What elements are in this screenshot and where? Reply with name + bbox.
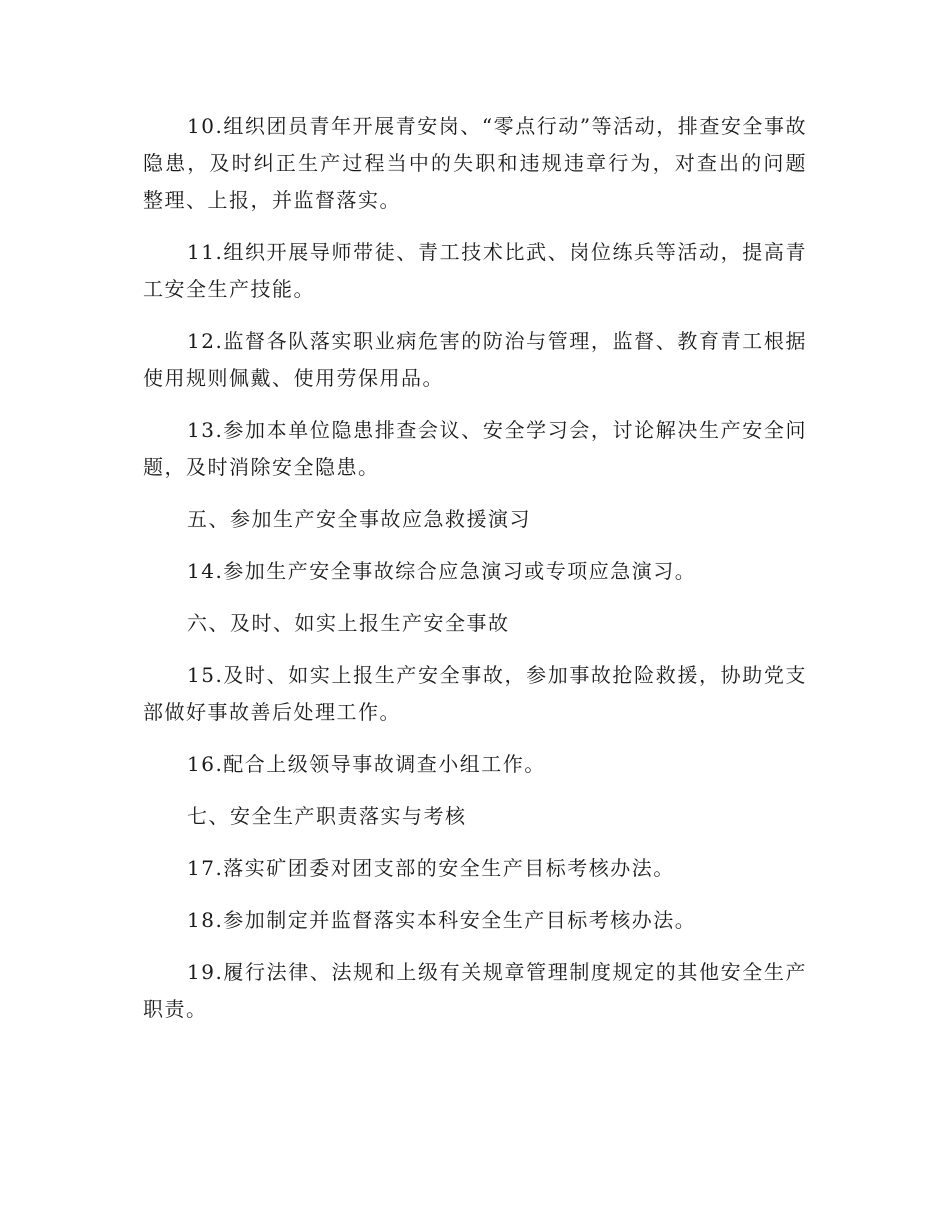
paragraph-item-11: 11.组织开展导师带徒、青工技术比武、岗位练兵等活动，提高青工安全生产技能。 (143, 240, 807, 301)
section-heading-6: 六、及时、如实上报生产安全事故 (187, 611, 510, 635)
paragraph-item-15: 15.及时、如实上报生产安全事故，参加事故抢险救援，协助党支部做好事故善后处理工作。 (143, 663, 807, 724)
section-heading-7: 七、安全生产职责落实与考核 (187, 804, 467, 828)
document-page (143, 108, 807, 1043)
paragraph-item-18: 18.参加制定并监督落实本科安全生产目标考核办法。 (187, 908, 697, 932)
paragraph-item-14: 14.参加生产安全事故综合应急演习或专项应急演习。 (187, 559, 697, 583)
paragraph-item-12: 12.监督各队落实职业病危害的防治与管理，监督、教育青工根据使用规则佩戴、使用劳保用品。 (143, 329, 807, 390)
paragraph-item-13: 13.参加本单位隐患排查会议、安全学习会，讨论解决生产安全问题，及时消除安全隐患。 (143, 418, 807, 479)
paragraph-item-19: 19.履行法律、法规和上级有关规章管理制度规定的其他安全生产职责。 (143, 960, 807, 1021)
paragraph-item-16: 16.配合上级领导事故调查小组工作。 (187, 752, 546, 776)
section-heading-5: 五、参加生产安全事故应急救援演习 (187, 507, 531, 531)
paragraph-item-17: 17.落实矿团委对团支部的安全生产目标考核办法。 (187, 856, 675, 880)
paragraph-item-10: 10.组织团员青年开展青安岗、“零点行动”等活动，排查安全事故隐患，及时纠正生产过程当中的失职和违规违章行为，对查出的问题整理、上报，并监督落实。 (143, 114, 807, 212)
